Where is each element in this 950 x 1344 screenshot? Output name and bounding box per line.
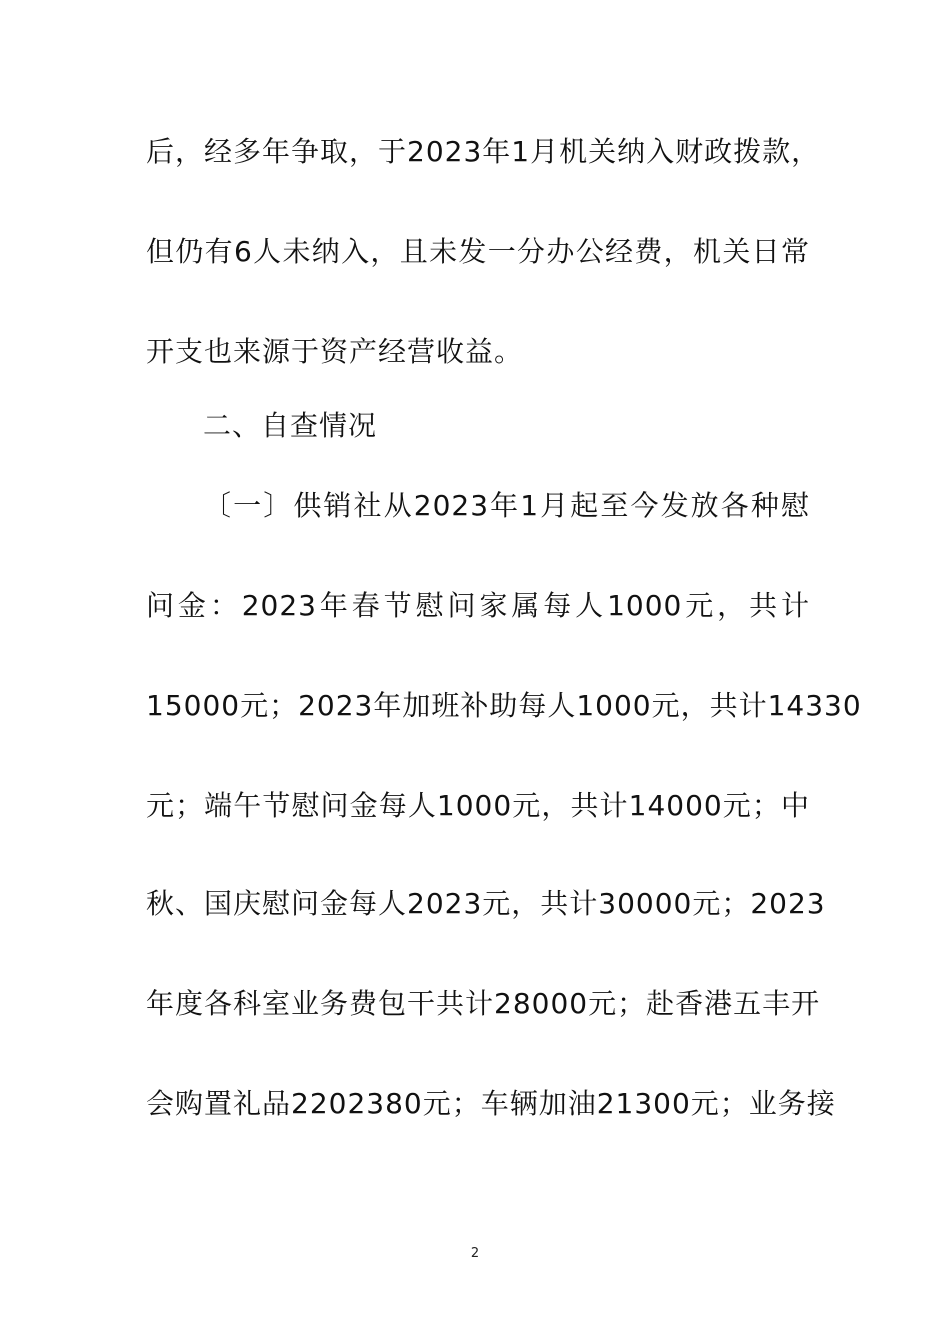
body-text-line: 开支也来源于资产经营收益。 xyxy=(146,335,524,368)
body-text-line: 但仍有6人未纳入，且未发一分办公经费，机关日常 xyxy=(146,235,810,268)
body-text-line: 年度各科室业务费包干共计28000元；赴香港五丰开 xyxy=(146,987,821,1020)
page-number: 2 xyxy=(470,1246,480,1261)
body-text-line: 问金：2023年春节慰问家属每人1000元，共计 xyxy=(146,589,810,622)
body-text-line: 〔一〕供销社从2023年1月起至今发放各种慰 xyxy=(203,489,810,522)
body-text-line: 后，经多年争取，于2023年1月机关纳入财政拨款， xyxy=(146,135,821,168)
section-heading: 二、自查情况 xyxy=(203,409,378,442)
body-text-line: 元；端午节慰问金每人1000元，共计14000元；中 xyxy=(146,789,810,822)
body-text-line: 会购置礼品2202380元；车辆加油21300元；业务接 xyxy=(146,1087,836,1120)
body-text-line: 秋、国庆慰问金每人2023元，共计30000元；2023 xyxy=(146,887,826,920)
body-text-line: 15000元；2023年加班补助每人1000元，共计14330 xyxy=(146,689,862,722)
